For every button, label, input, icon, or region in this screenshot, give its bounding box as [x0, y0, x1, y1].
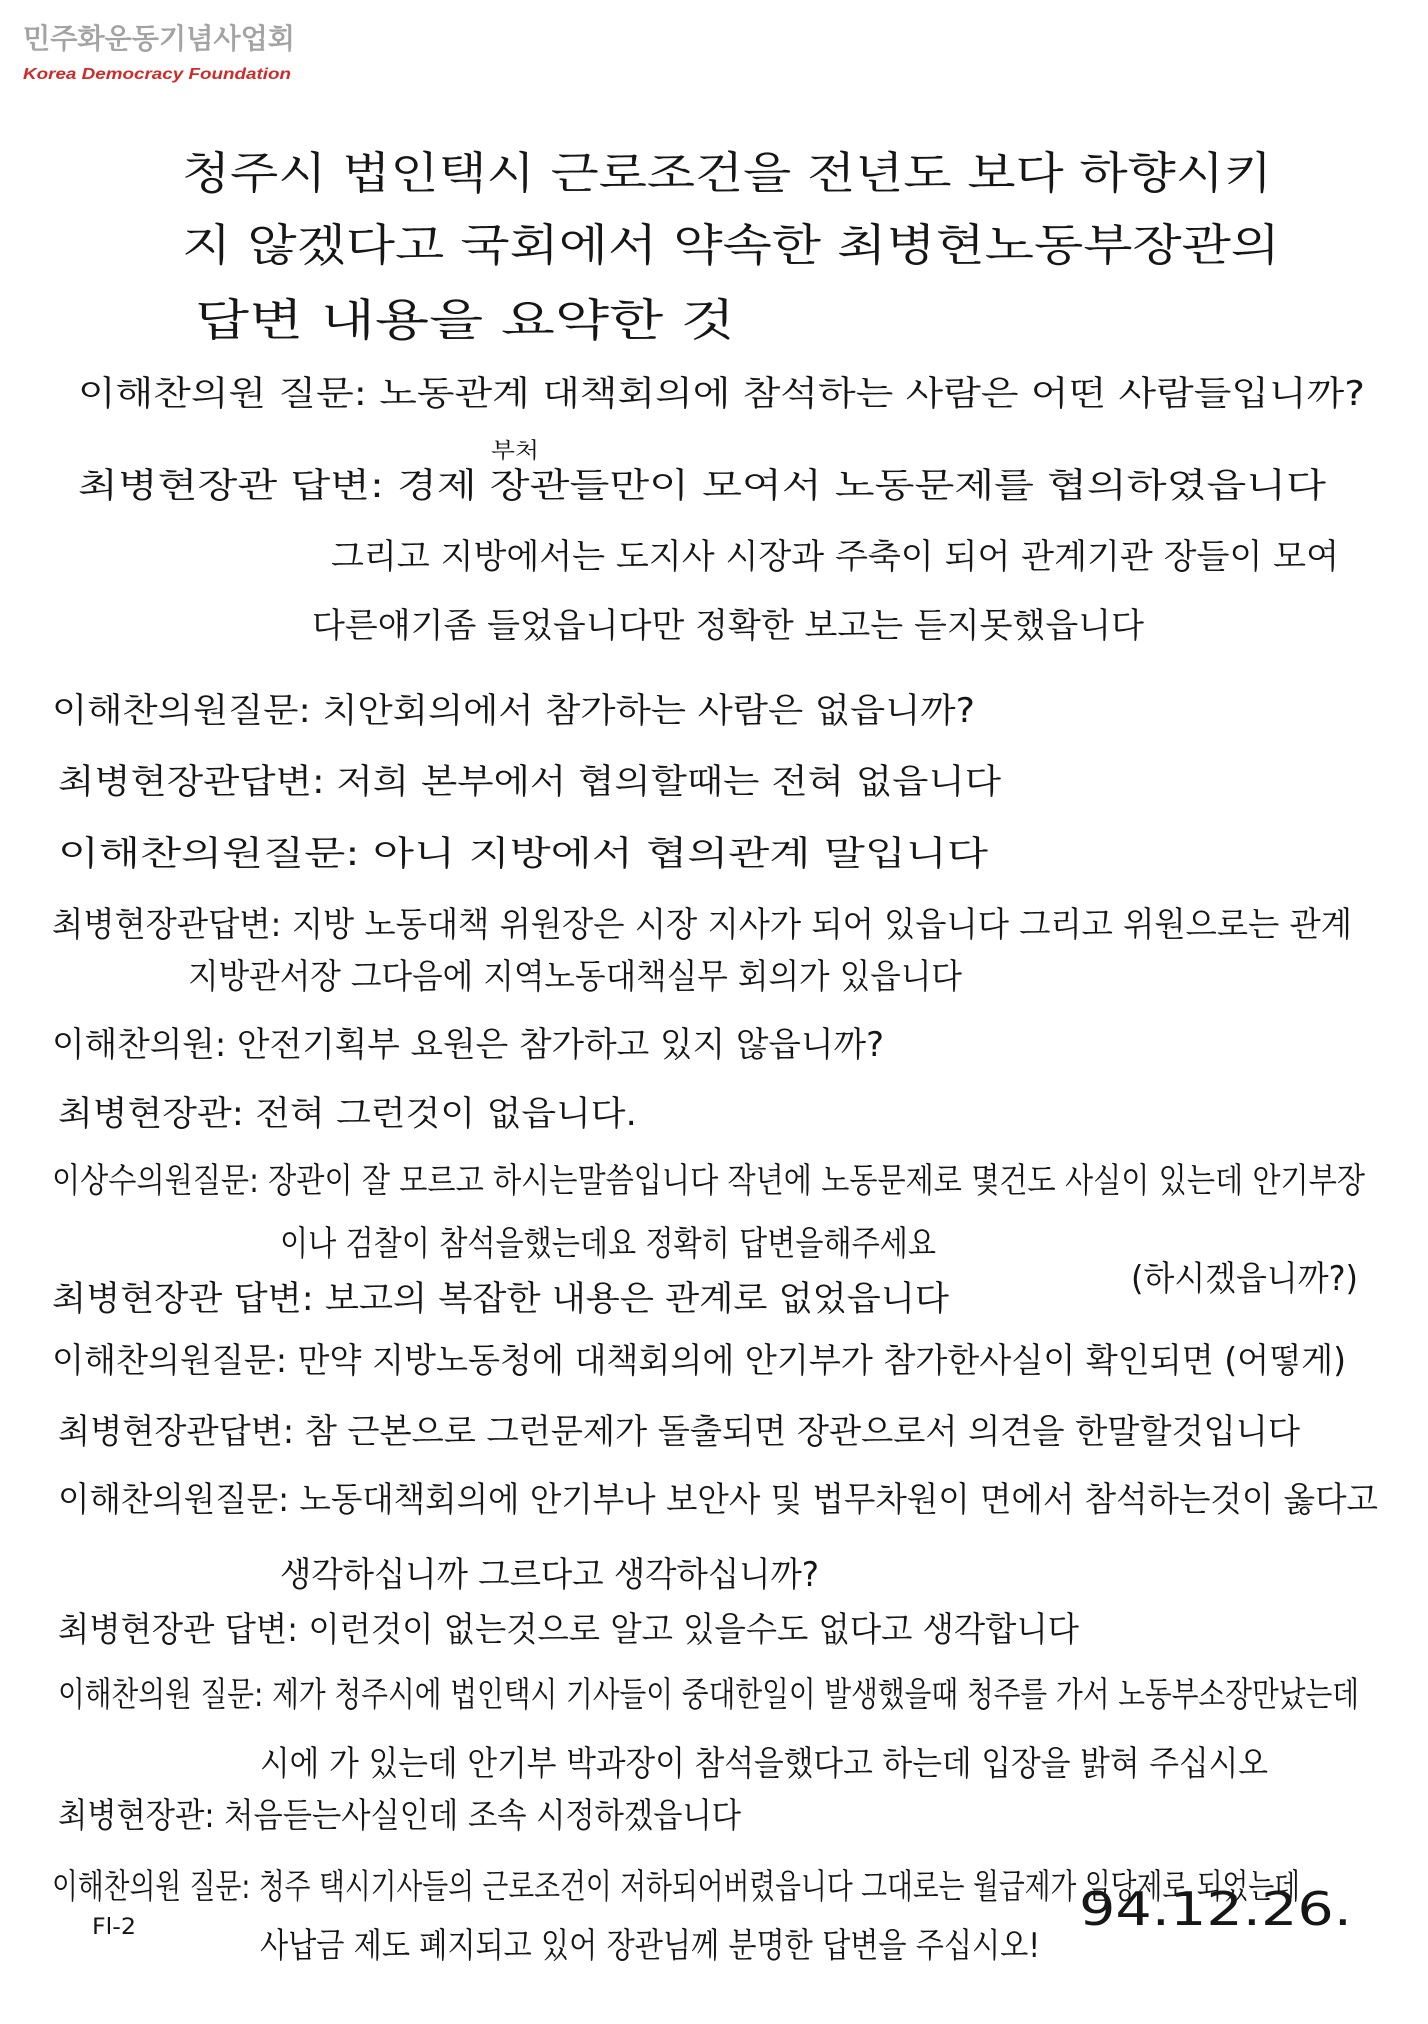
page-code: Fl-2	[92, 1915, 136, 1940]
transcript-line: 다른얘기좀 들었읍니다만 정확한 보고는 듣지못했읍니다	[312, 606, 1145, 646]
heading-line-1: 청주시 법인택시 근로조건을 전년도 보다 하향시키	[182, 148, 1272, 199]
transcript-line: 최병현장관 답변: 이런것이 없는것으로 알고 있을수도 없다고 생각합니다	[58, 1610, 1080, 1650]
transcript-line: 이나 검찰이 참석을했는데요 정확히 답변을해주세요	[280, 1224, 937, 1264]
transcript-line: 이해찬의원질문: 치안회의에서 참가하는 사람은 없읍니까?	[52, 691, 975, 731]
inserted-word: 부처	[491, 439, 539, 464]
transcript-line: 이해찬의원질문: 아니 지방에서 협의관계 말입니다	[58, 834, 989, 874]
transcript-line: 최병현장관 답변: 경제 장관들만이 모여서 노동문제를 협의하였읍니다	[78, 466, 1327, 506]
transcript-line: 최병현장관답변: 지방 노동대책 위원장은 시장 지사가 되어 있읍니다 그리고 위원으로는 관계	[52, 905, 1352, 945]
transcript-line: 사납금 제도 폐지되고 있어 장관님께 분명한 답변을 주십시오!	[260, 1926, 1040, 1966]
transcript-line: 최병현장관: 전혀 그런것이 없읍니다.	[58, 1094, 637, 1134]
transcript-line: 이해찬의원질문: 노동대책회의에 안기부나 보안사 및 법무차원이 면에서 참석하는것이 옳다고	[58, 1480, 1379, 1520]
margin-note: (하시겠읍니까?)	[1131, 1259, 1358, 1299]
transcript-line: 이해찬의원 질문: 제가 청주시에 법인택시 기사들이 중대한일이 발생했을때 청주를 가서 노동부소장만났는데	[58, 1675, 1359, 1715]
date-stamp: 94.12.26.	[1079, 1882, 1352, 1936]
transcript-line: 최병현장관답변: 참 근본으로 그런문제가 돌출되면 장관으로서 의견을 한말할것입니다	[58, 1412, 1301, 1452]
watermark-subtitle: Korea Democracy Foundation	[23, 66, 292, 83]
transcript-line: 최병현장관 답변: 보고의 복잡한 내용은 관계로 없었읍니다	[52, 1279, 950, 1319]
transcript-line: 이상수의원질문: 장관이 잘 모르고 하시는말씀입니다 작년에 노동문제로 몇건도 사실이 있는데 안기부장	[52, 1161, 1366, 1201]
transcript-line: 시에 가 있는데 안기부 박과장이 참석을했다고 하는데 입장을 밝혀 주십시오	[260, 1744, 1269, 1784]
transcript-line: 이해찬의원 질문: 노동관계 대책회의에 참석하는 사람은 어떤 사람들입니까?	[78, 374, 1365, 414]
transcript-line: 이해찬의원질문: 만약 지방노동청에 대책회의에 안기부가 참가한사실이 확인되면 (어떻게)	[52, 1341, 1346, 1381]
transcript-line: 최병현장관: 처음듣는사실인데 조속 시정하겠읍니다	[58, 1796, 742, 1836]
transcript-line: 생각하십니까 그르다고 생각하십니까?	[280, 1555, 819, 1595]
heading-line-3: 답변 내용을 요약한 것	[195, 295, 735, 346]
transcript-line: 최병현장관답변: 저희 본부에서 협의할때는 전혀 없읍니다	[58, 762, 1002, 802]
transcript-line: 그리고 지방에서는 도지사 시장과 주축이 되어 관계기관 장들이 모여	[331, 537, 1339, 577]
watermark-title: 민주화운동기념사업회	[23, 22, 296, 55]
transcript-line: 이해찬의원 질문: 청주 택시기사들의 근로조건이 저하되어버렸읍니다 그대로는 월급제가 일당제로 되었는데	[52, 1867, 1300, 1907]
transcript-line: 지방관서장 그다음에 지역노동대책실무 회의가 있읍니다	[188, 957, 963, 997]
transcript-line: 이해찬의원: 안전기획부 요원은 참가하고 있지 않읍니까?	[52, 1025, 884, 1065]
heading-line-2: 지 않겠다고 국회에서 약속한 최병현노동부장관의	[182, 220, 1280, 271]
watermark	[23, 22, 295, 83]
